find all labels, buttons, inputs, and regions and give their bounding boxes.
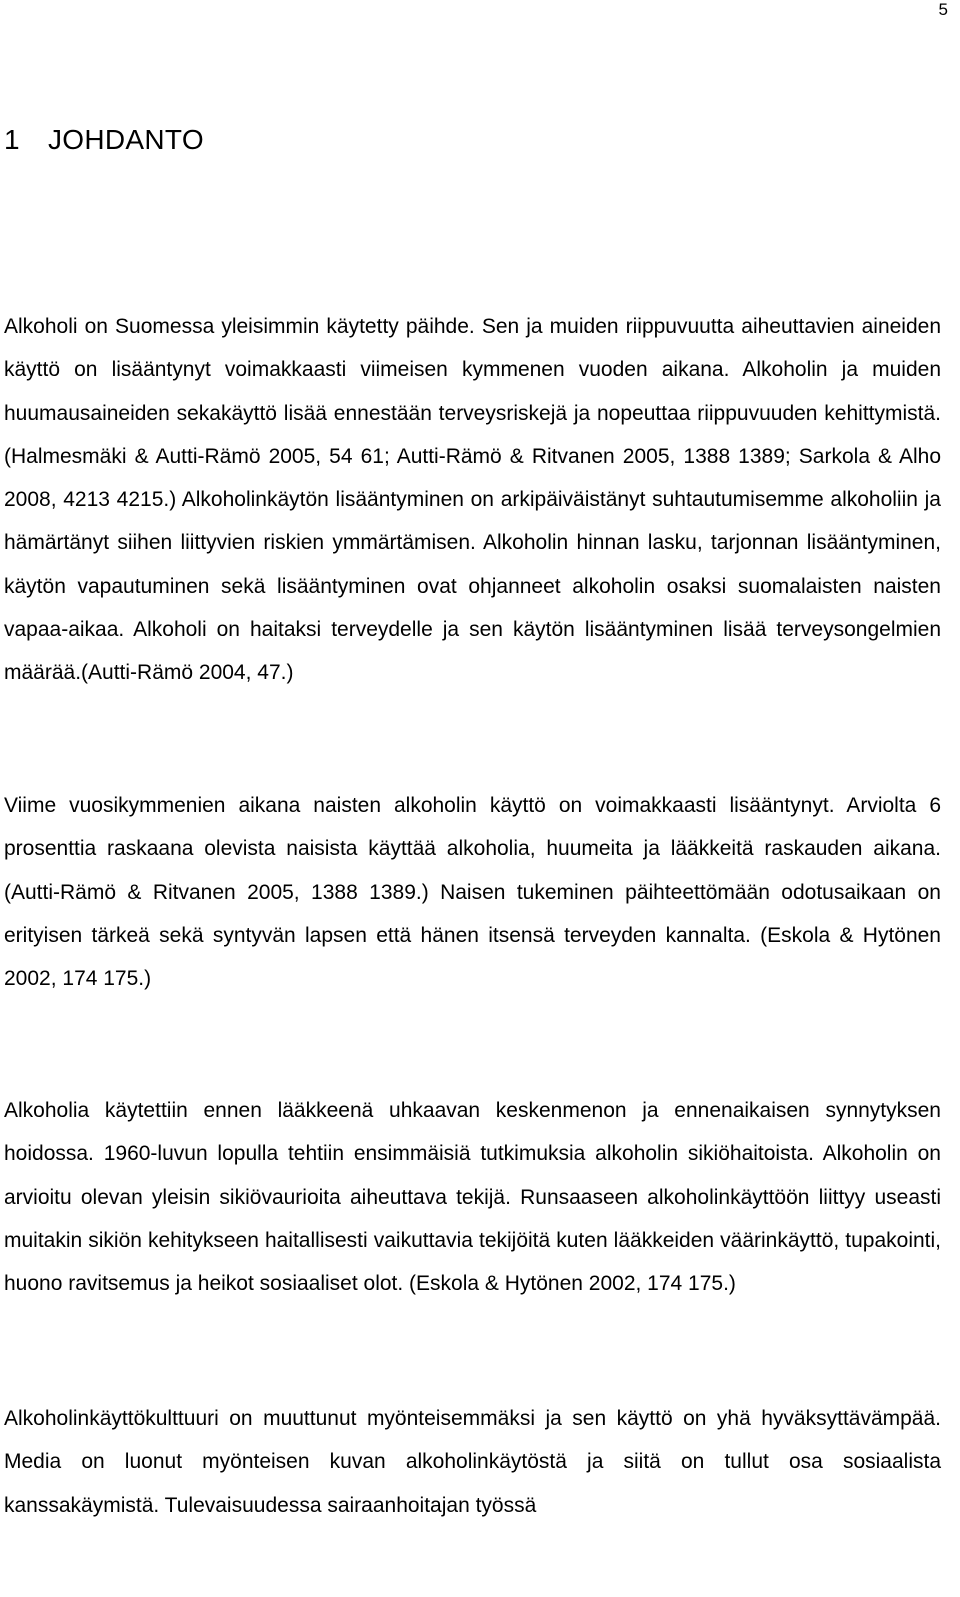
chapter-title: JOHDANTO xyxy=(48,124,204,155)
paragraph: Alkoholinkäyttökulttuuri on muuttunut myönteisemmäksi ja sen käyttö on yhä hyväksyttävämpää. Media on luonut myönteisen kuvan alkoholinkäytöstä ja siitä on tullut osa sosiaalista kanssakäymistä. Tulevaisuudessa sairaanhoitajan työssä xyxy=(4,1407,941,1517)
paragraph: Alkoholi on Suomessa yleisimmin käytetty päihde. Sen ja muiden riippuvuutta aiheuttavien aineiden käyttö on lisääntynyt voimakkaasti viimeisen kymmenen vuoden aikana. Alkoholin ja muiden huumausaineiden sekakäyttö lisää ennestään terveysriskejä ja nopeuttaa riippuvuuden kehittymistä. (Halmesmäki & Autti-Rämö 2005, 54 61; Autti-Rämö & Ritvanen 2005, 1388 1389; Sarkola & Alho 2008, 4213 4215.) Alkoholinkäytön lisääntyminen on arkipäiväistänyt suhtautumisemme alkoholiin ja hämärtänyt siihen liittyvien riskien ymmärtämisen. Alkoholin hinnan lasku, tarjonnan lisääntyminen, käytön vapautuminen sekä lisääntyminen ovat ohjanneet alkoholin osaksi suomalaisten naisten vapaa-aikaa. Alkoholi on haitaksi terveydelle ja sen käytön lisääntyminen lisää terveysongelmien määrää.(Autti-Rämö 2004, 47.) xyxy=(4,315,941,685)
paragraph: Viime vuosikymmenien aikana naisten alkoholin käyttö on voimakkaasti lisääntynyt. Arviolta 6 prosenttia raskaana olevista naisista käyttää alkoholia, huumeita ja lääkkeitä raskauden aikana. (Autti-Rämö & Ritvanen 2005, 1388 1389.) Naisen tukeminen päihteettömään odotusaikaan on erityisen tärkeä sekä syntyvän lapsen että hänen itsensä terveyden kannalta. (Eskola & Hytönen 2002, 174 175.) xyxy=(4,794,941,991)
page-number: 5 xyxy=(938,0,948,19)
chapter-heading xyxy=(4,120,204,160)
paragraph: Alkoholia käytettiin ennen lääkkeenä uhkaavan keskenmenon ja ennenaikaisen synnytyksen hoidossa. 1960-luvun lopulla tehtiin ensimmäisiä tutkimuksia alkoholin sikiöhaitoista. Alkoholin on arvioitu olevan yleisin sikiövaurioita aiheuttava tekijä. Runsaaseen alkoholinkäyttöön liittyy useasti muitakin sikiön kehitykseen haitallisesti vaikuttavia tekijöitä kuten lääkkeiden väärinkäyttö, tupakointi, huono ravitsemus ja heikot sosiaaliset olot. (Eskola & Hytönen 2002, 174 175.) xyxy=(4,1099,941,1296)
chapter-number: 1 xyxy=(4,124,20,155)
